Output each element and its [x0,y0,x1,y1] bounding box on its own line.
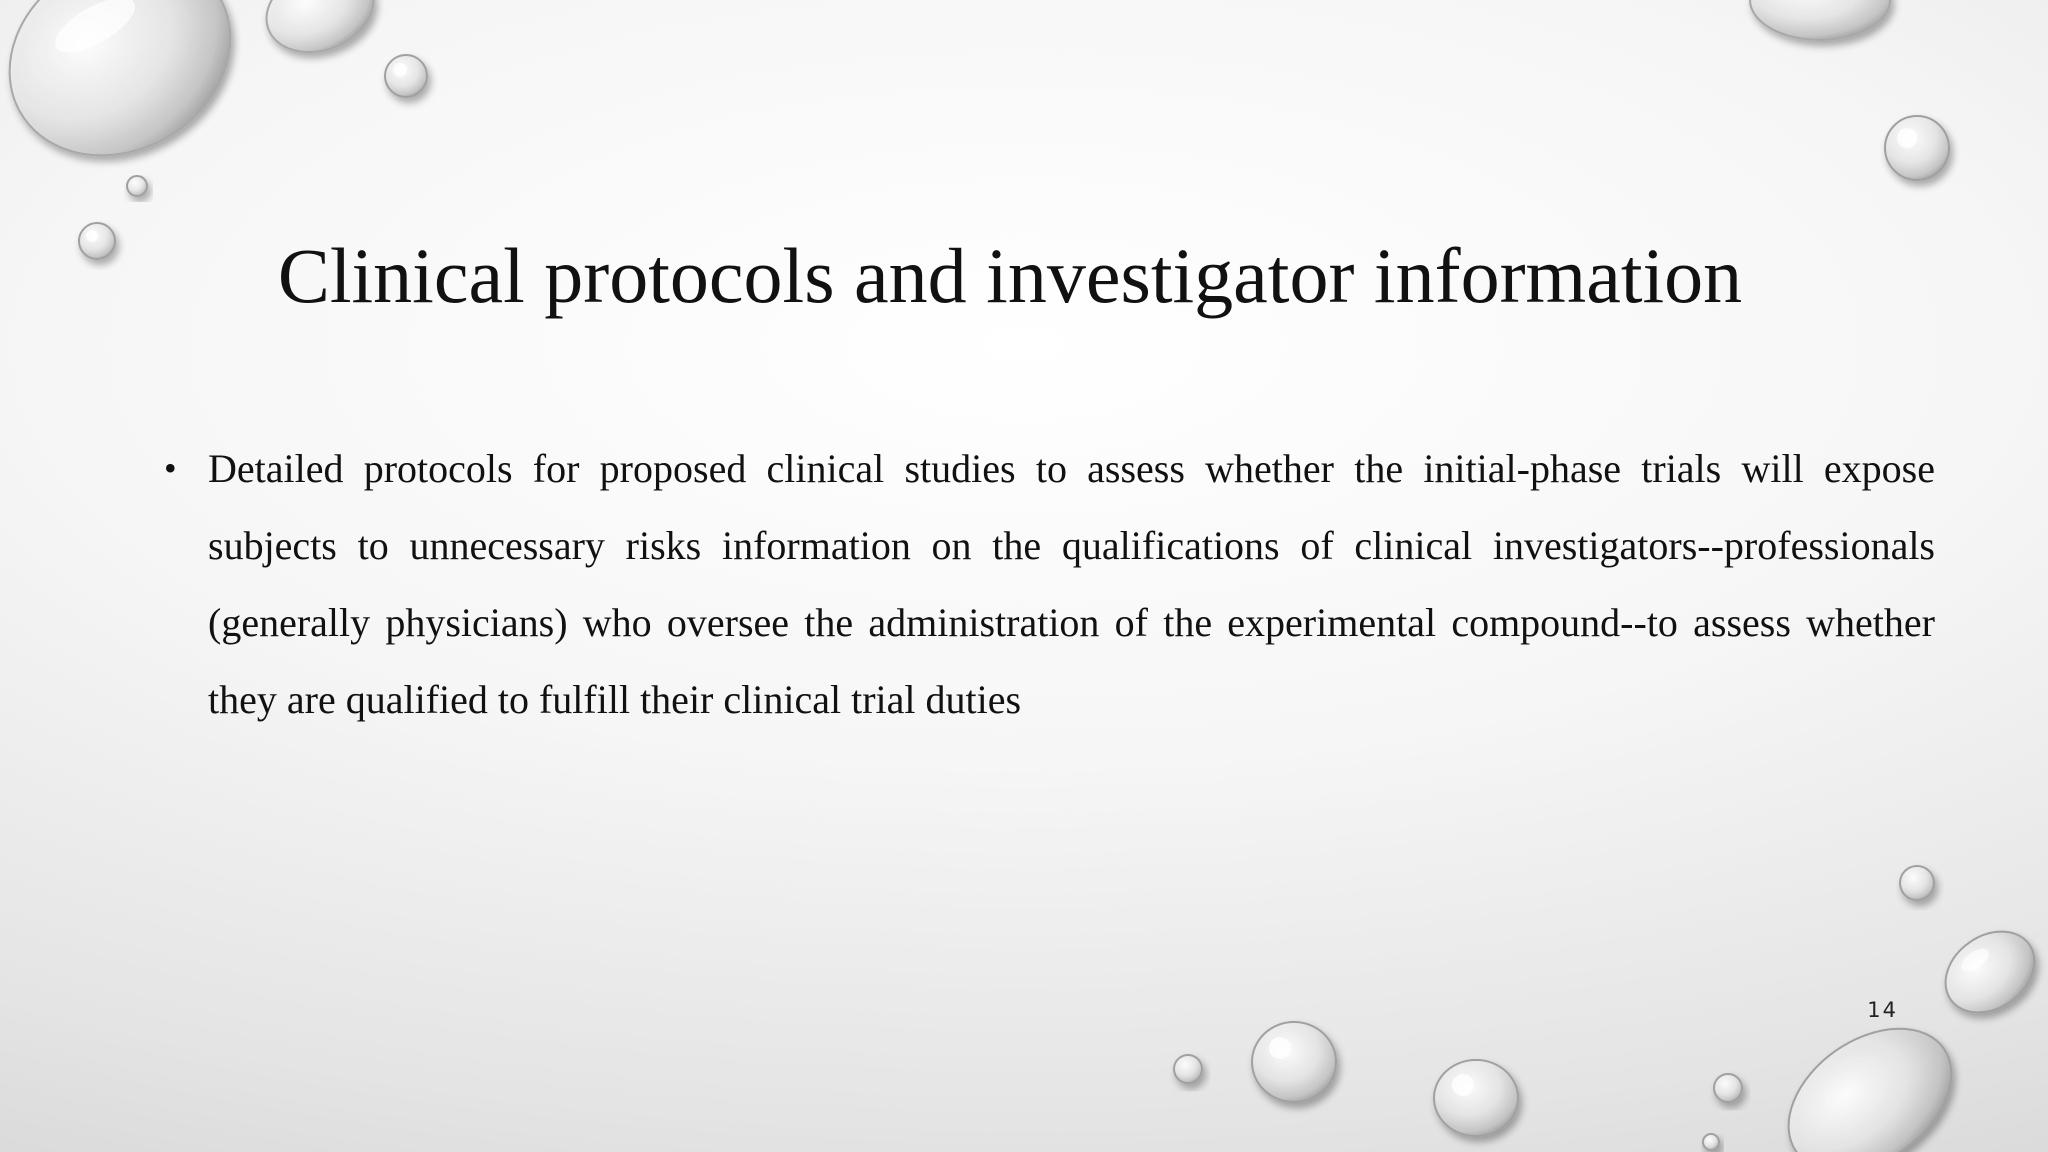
droplet [1885,116,1949,180]
droplet [79,223,115,259]
droplet [1252,1022,1336,1102]
list-item [160,430,1935,738]
droplet [255,0,386,66]
droplet [1714,1074,1742,1102]
droplet [1762,999,1978,1152]
droplet [1750,0,1890,40]
slide-number: 14 [1867,998,1898,1022]
droplet [385,55,427,97]
droplet [1930,915,2048,1029]
droplet [1900,866,1934,900]
droplet [0,0,267,195]
droplet [127,176,147,196]
droplet [1174,1055,1202,1083]
bullet-list [160,430,1935,738]
bullet-icon: • [164,448,177,488]
droplet [1434,1060,1518,1136]
bullet-text: Detailed protocols for proposed clinical studies to assess whether the initial-phase trials will expose subjects to unnecessary risks information on the qualifications of clinical investigators--professionals (generally physicians) who oversee the administration of the experimental compound--to assess whether they are qualified to fulfill their clinical trial duties [208,446,1935,722]
slide-title: Clinical protocols and investigator information [277,232,1743,319]
droplet [1703,1134,1719,1150]
